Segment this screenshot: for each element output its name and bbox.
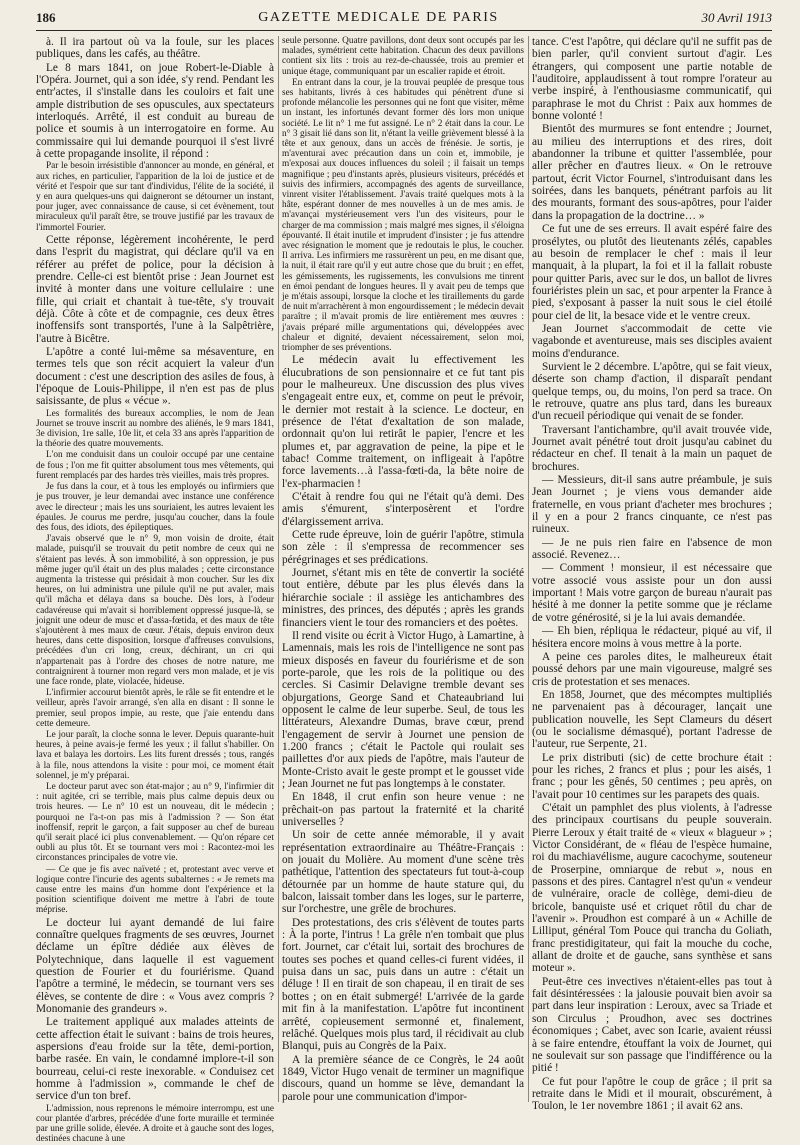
paragraph: Cette rude épreuve, loin de guérir l'apôtre, stimula son zèle : il s'empressa de recommencer ses pérégrinages et ses prédications.: [282, 529, 524, 566]
paragraph: — Messieurs, dit-il sans autre préambule, je suis Jean Journet ; je viens vous demander aide fraternelle, en vous priant d'acheter mes brochures ; il y en a pour 2 francs cinquante, ce n'est pas ruineux.: [532, 474, 772, 536]
paragraph: Le médecin avait lu effectivement les élucubrations de son pensionnaire et ce fut tant pis pour le malheureux. Une discussion des plus vives s'engageait entre eux, et, comme on peut le prévoir, le dernier mot restait à la science. Le docteur, en présence de l'état d'exaltation de son malade, ordonnait qu'on lui retirât le papier, l'encre et les plumes et, par aggravation de peine, la pipe et le tabac! Comme traitement, on infligeait à l'apôtre force lavements…à l'assa-fœti-da, la bête noire de l'ex-pharmacien !: [282, 354, 524, 490]
paragraph: tance. C'est l'apôtre, qui déclare qu'il ne suffit pas de bien parler, qu'il convient surtout d'agir. Les étrangers, qui composent une partie notable de l'auditoire, applaudissent à tout rompre l'orateur au verbe inspiré, à l'enthousiasme communicatif, qui paraphrase le mot du Christ : Paix aux hommes de bonne volonté !: [532, 36, 772, 123]
paragraph: Un soir de cette année mémorable, il y avait représentation extraordinaire au Théâtre-Français : on jouait du Molière. Au moment d'une scène très pathétique, l'attention des spectateurs fut tout-à-coup détournée par un homme de haute stature qui, du balcon, laissait tomber dans les loges, sur le parterre, sur l'orchestre, une grêle de brochures.: [282, 829, 524, 916]
paragraph: — Ce que je fis avec naïveté ; et, protestant avec verve et logique contre l'incurie des agents subalternes : « Je remets ma cause entre les mains d'un homme dont l'expérience et la position scientifique doivent me mettre à l'abri de toute méprise.: [36, 864, 274, 916]
paragraph: Peut-être ces invectives n'étaient-elles pas tout à fait désintéressées : la jalousie pouvait bien avoir sa part dans leur inspiration : Leroux, avec sa Triade et son Circulus ; Proudhon, avec ses doctrines économiques ; Cabet, avec son Icarie, avaient réussi à se faire entendre, étouffant la voix de Journet, qui ne soulevait sur son passage que l'indifférence ou la pitié !: [532, 975, 772, 1075]
paragraph: Le 8 mars 1841, on joue Robert-le-Diable à l'Opéra. Journet, qui a son idée, s'y rend. Pendant les entr'actes, il s'installe dans les couloirs et fait une ample distribution de ses opuscules, aux spectateurs interloqués. Arrêté, il est conduit au bureau de police et soumis à un interrogatoire en forme. Au commissaire qui lui demande pourquoi il s'est livré à cette propagande insolite, il répond :: [36, 61, 274, 161]
paragraph: à. Il ira partout où va la foule, sur les places publiques, dans les cafés, au théâtre.: [36, 36, 274, 61]
column-divider: [278, 36, 279, 1102]
page-number: 186: [36, 10, 56, 25]
paragraph: En 1848, il crut enfin son heure venue : ne prêchait-on pas partout la fraternité et la charité universelles ?: [282, 791, 524, 829]
paragraph: Le traitement appliqué aux malades atteints de cette affection était le suivant : bains de trois heures, aspersions d'eau froide sur la tête, demi-portion, barbe rasée. En vain, le condamné implore-t-il son bourreau, celui-ci reste inexorable. « Conduisez cet homme à l'admission », commande le chef de service d'un ton bref.: [36, 1016, 274, 1103]
text-column-2: [282, 36, 524, 1102]
paragraph: Le docteur parut avec son état-major ; au n° 9, l'infirmier dit : nuit agitée, cri se terrible, mais plus calme depuis deux ou trois heures. — Le n° 10 est un nouveau, dit le médecin ; pourquoi ne l'a-t-on pas mis à l'admission ? — Son état inoffensif, reprit le garçon, a fait supposer au chef de bureau qu'il serait placé ici plus convenablement. — Qu'on répare cet oubli au plus tôt. Et se tournant vers moi : Racontez-moi les circonstances principales de votre vie.: [36, 781, 274, 864]
paragraph: L'apôtre a conté lui-même sa mésaventure, en termes tels que son récit acquiert la valeur d'un document : c'est une description des asiles de fous, à l'époque de Louis-Philippe, il n'en est pas de plus saisissante, de plus « vécue ».: [36, 345, 274, 408]
paragraph: Le jour paraît, la cloche sonna le lever. Depuis quarante-huit heures, à peine avais-je fermé les yeux ; il fallut s'habiller. On lava et balaya les dortoirs. Les lits furent dressés ; tous, rangés à la file, nous attendons la visite : pour moi, ce moment était solennel, je m'y préparai.: [36, 729, 274, 781]
issue-date: 30 Avril 1913: [701, 10, 772, 25]
paragraph: En entrant dans la cour, je la trouvai peuplée de presque tous ses habitants, livrés à ces habitudes qui pénètrent d'une si profonde mélancolie les personnes qui ne font que visiter, même un instant, les infortunés devant former dès lors mon unique société. Le lit n° 1 me fut assigné. Le n° 2 était dans la cour. Le n° 3 gisait lié dans son lit, n'étant la veille grièvement blessé à la tête et aux genoux, dans un accès de frénésie. Je sortis, je m'aventurai avec précaution dans un coin et, immobile, je m'exposai aux douces influences du soleil ; il faisait un temps magnifique ; peu d'instants après, plusieurs visiteurs, précédés et suivis des infirmiers, accompagnés des agents de surveillance, vinrent visiter l'établissement. J'avais traité quelques mots à la hâte, espérant donner de mes nouvelles à un de mes amis. Je m'avançai mystérieusement vers l'un des visiteurs, pour le charger de ma commission ; mais malgré mes signes, il s'éloigna épouvanté. Il était inutile et imprudent d'insister ; je fus attendre avec résignation le moment que je redoutais le plus, le coucher. Il arriva. Les infirmiers me rassurèrent un peu, en me disant que, la nuit, il était rare qu'il y eut autre chose que du bruit ; en effet, les gémissements, les rugissements, les convulsions me tinrent en émoi pendant de longues heures. Il y avait peu de temps que je m'étais assoupi, lorsque la cloche et les tiraillements du garde de nuit m'arrachèrent à mon engourdissement ; le médecin devait paraître ; il m'avait promis de lire entièrement mes œuvres : j'avais préparé mille argumentations qui, développées avec chaleur et dignité, devaient nécessairement, selon moi, triompher de ses préventions.: [282, 77, 525, 354]
paragraph: A la première séance de ce Congrès, le 24 août 1849, Victor Hugo venait de terminer un magnifique discours, quand un homme se lève, demandant la parole pour une communication d'impor-: [282, 1053, 524, 1103]
paragraph: Ce fut pour l'apôtre le coup de grâce ; il prit sa retraite dans le Midi et il mourait, obscurément, à Toulon, le 1er novembre 1861 ; il avait 62 ans.: [532, 1075, 772, 1113]
page-header: [36, 6, 772, 31]
paragraph: — Comment ! monsieur, il est nécessaire que votre associé vous assiste pour un don aussi important ! Mais votre garçon de bureau n'aurait pas hésité à me donner la petite somme que je réclame de votre générosité, si je la lui avais demandée.: [532, 562, 772, 624]
paragraph: L'on me conduisit dans un couloir occupé par une centaine de fous ; l'on me fit quitter absolument tous mes vêtements, qui furent remplacés par des hardes très vieilles, mais très propres.: [36, 450, 274, 481]
paragraph: Le docteur lui ayant demandé de lui faire connaître quelques fragments de ses œuvres, Journet déclame un épître dédiée aux élèves de Polytechnique, dans laquelle il est vaguement question de Fourier et du fouriérisme. Quand l'apôtre a terminé, le médecin, se tournant vers ses élèves, se contente de dire : « Vous avez compris ? Monomanie des grandeurs ».: [36, 916, 274, 1016]
text-column-1: [36, 36, 274, 1145]
paragraph: Traversant l'antichambre, qu'il avait trouvée vide, Journet avait pénétré tout droit jusqu'au cabinet du rédacteur en chef. Il tenait à la main un paquet de brochures.: [532, 423, 772, 473]
paragraph: Je fus dans la cour, et à tous les employés ou infirmiers que je pus trouver, je leur demandai avec instance une conférence avec le directeur ; mais les uns souriaient, les autres levaient les épaules. Je courus me perdre, jusqu'au coucher, dans la foule des fous, des idiots, des épileptiques.: [36, 482, 274, 533]
paragraph: Ce fut une de ses erreurs. Il avait espéré faire des prosélytes, ou plutôt des lieutenants zélés, capables au besoin de remplacer le chef : mais il leur manquait, à la plupart, la foi et il la fallait robuste pour quitter Paris, avec sur le dos, un ballot de livres fouriéristes plein un sac, et pour arpenter la France à pied, s'exposant à passer la nuit sous le ciel étoilé pour ciel de lit, la besace vide et le ventre creux.: [532, 223, 772, 322]
paragraph: Jean Journet s'accommodait de cette vie vagabonde et aventureuse, mais ses disciples avaient moins d'endurance.: [532, 322, 772, 360]
paragraph: J'avais observé que le n° 9, mon voisin de droite, était malade, puisqu'il se trouvait du petit nombre de ceux qui ne s'étaient pas levés. À son immobilité, à son oppression, je pus même juger qu'il était un des plus malades ; cette circonstance augmenta la tristesse qui présidait à mon coucher. Sur les dix heures, on lui administra une pilule qu'il ne put avaler, mais qu'il mâcha et délaya dans sa bouche. Dès lors, à l'odeur cadavéreuse qui m'avait si horriblement oppressé jusque-là, se joignit une odeur de musc et d'assa-fœtida, et des maux de tête s'ajoutèrent à mes maux de cœur. J'étais, depuis environ deux heures, dans cette disposition, lorsque d'affreuses convulsions, précédées d'un cri long, creux, déchirant, un cri qui n'appartenait pas à l'ordre des choses de notre nature, me contraignirent à tourner mon regard vers mon malade, et je vis une face ronde, plate, violacée, hideuse.: [36, 534, 274, 687]
paragraph: — Eh bien, répliqua le rédacteur, piqué au vif, il hésitera encore moins à vous mettre à la porte.: [532, 625, 772, 650]
paragraph: Le prix distributi (sic) de cette brochure était : pour les riches, 2 francs et plus ; pour les aisés, 1 franc ; pour les gênés, 50 centimes ; peu après, on l'avait pour 10 centimes sur les parapets des quais.: [532, 751, 772, 801]
paragraph: Bientôt des murmures se font entendre ; Journet, au milieu des interruptions et des rires, doit abandonner la tribune et quitter l'assemblée, pour aller prêcher en d'autres lieux. « On le retrouve partout, écrit Victor Fournel, s'introduisant dans les soirées, dans les banquets, pénétrant parfois au lit des mourants, formant des sous-apôtres, pour l'aider dans la propagation de la doctrine… »: [532, 123, 772, 222]
paragraph: Les formalités des bureaux accomplies, le nom de Jean Journet se trouve inscrit au nombre des aliénés, le 9 mars 1841, 3e division, 1re salle, 10e lit, et cela 33 ans après l'apparition de la théorie des quatre mouvements.: [36, 408, 274, 450]
paragraph: C'était à rendre fou qui ne l'était qu'à demi. Des amis s'émurent, s'interposèrent et l'ordre d'élargissement arriva.: [282, 491, 524, 528]
column-divider: [528, 36, 529, 1102]
paragraph: — Je ne puis rien faire en l'absence de mon associé. Revenez…: [532, 536, 772, 562]
paragraph: En 1858, Journet, que des mécomptes multipliés ne parvenaient pas à décourager, lançait une publication nouvelle, les Sept Clameurs du désert (ou le socialisme démasqué), portant l'adresse de l'auteur, rue Serpente, 21.: [532, 688, 772, 751]
paragraph: L'infirmier accourut bientôt après, le râle se fit entendre et le veilleur, après l'avoir arrangé, s'en alla en disant : Il sonne le premier, seul propos impie, au reste, que j'aie entendu dans cette demeure.: [36, 688, 274, 729]
paragraph: Cette réponse, légèrement incohérente, le perd dans l'esprit du magistrat, qui déclare qu'il va en référer au préfet de police, pour la décision à prendre. Celle-ci est bientôt prise : Jean Journet est invité à monter dans une voiture cellulaire : une fille, qui criait et chantait à tue-tête, s'y trouvait déjà. Côte à côte et de compagnie, ces deux êtres inoffensifs sont transportés, l'une à la Salpêtrière, l'autre à Bicêtre.: [36, 233, 274, 345]
paragraph: Survient le 2 décembre. L'apôtre, qui se fait vieux, déserte son champ d'action, il disparaît pendant quelque temps, ou, du moins, l'on perd sa trace. On le retrouve, quatre ans plus tard, dans les bureaux d'un recueil périodique qui venait de se fonder.: [532, 360, 772, 423]
paragraph: A peine ces paroles dites, le malheureux était poussé dehors par une main vigoureuse, malgré ses cris de protestation et ses menaces.: [532, 650, 772, 688]
paragraph: Il rend visite ou écrit à Victor Hugo, à Lamartine, à Lamennais, mais les rois de l'intelligence ne sont pas mieux disposés en faveur du fouriérisme et de son porte-parole, que les rois de la politique ou des cercles. Si Casimir Delavigne tremble devant ses objurgations, George Sand et Chateaubriand lui opposent le calme de leur superbe. Seul, de tous les littérateurs, Alexandre Dumas, brave cœur, prend l'engagement de servir à Journet une pension de 1.200 francs ; c'était le Pactole qui roulait ses paillettes d'or aux pieds de l'apôtre, mais l'auteur de Monte-Cristo avait le geste prompt et le gousset vide ; Jean Journet ne fut pas longtemps à le constater.: [282, 629, 524, 790]
paragraph: C'était un pamphlet des plus violents, à l'adresse des principaux courtisans du peuple souverain. Pierre Leroux y était traité de « vieux « blagueur » ; Victor Considérant, de « fléau de l'espèce humaine, roi du machiavélisme, augure cacochyme, souteneur de Proserpine, omniarque de rebut », nous en passons et des pires. Cantagrel n'est qu'un « vendeur de vulnéraire, oracle de collège, demi-dieu de bricole, banquiste usé et criquet rôtil du char de l'avenir ». Proudhon est comparé à un « Achille de Lilliput, général Tom Pouce qui trancha du Goliath, franc prestidigitateur, qui fait la mouche du coche, allant de droite et de gauche, sans synthèse et sans moteur ».: [532, 801, 772, 975]
paragraph: Par le besoin irrésistible d'annoncer au monde, en général, et aux riches, en particulier, l'apparition de la loi de justice et de vérité et l'espoir que sur tant d'individus, l'élite de la société, il y en aura quelques-uns qui daigneront se détourner un instant, pour juger, avec connaissance de cause, si cet évènement, tout miraculeux qu'il paraît être, se trouve justifié par les travaux de l'immortel Fourier.: [36, 161, 274, 233]
paragraph: L'admission, nous reprenons le mémoire interrompu, est une cour plantée d'arbres, précédée d'une forte muraille et terminée par une grille solide, élevée. A droite et à gauche sont des loges, destinées chacune à une: [36, 1103, 274, 1145]
journal-title: GAZETTE MEDICALE DE PARIS: [258, 10, 499, 25]
paragraph: Des protestations, des cris s'élèvent de toutes parts : À la porte, l'intrus ! La grêle n'en tombait que plus fort. Journet, car c'était lui, sortait des brochures de toutes ses poches et quand celles-ci furent vidées, il puisa dans un sac, puis dans un autre : c'était un déluge ! Il en tirait de son chapeau, il en tirait de ses bottes ; on en était submergé! L'arrivée de la garde mit fin à la manifestation. L'apôtre fut incontinent arrêté, copieusement sermonné et, finalement, relâché. Quelques mois plus tard, il récidivait au club Blanqui, puis au Congrès de la Paix.: [282, 916, 524, 1053]
paragraph: Journet, s'étant mis en tête de convertir la société tout entière, débute par les plus élevés dans la hiérarchie sociale : il assiège les antichambres des ministres, des princes, des députés ; après les grands financiers vient le tour des romanciers et des poètes.: [282, 567, 524, 629]
text-column-3: [532, 36, 772, 1113]
paragraph: seule personne. Quatre pavillons, dont deux sont occupés par les malades, symétrient cette habitation. Chacun des deux pavillons contient six lits : trois au rez-de-chaussée, trois au premier et unique étage, communiquant par un escalier rapide et étroit.: [282, 36, 524, 77]
